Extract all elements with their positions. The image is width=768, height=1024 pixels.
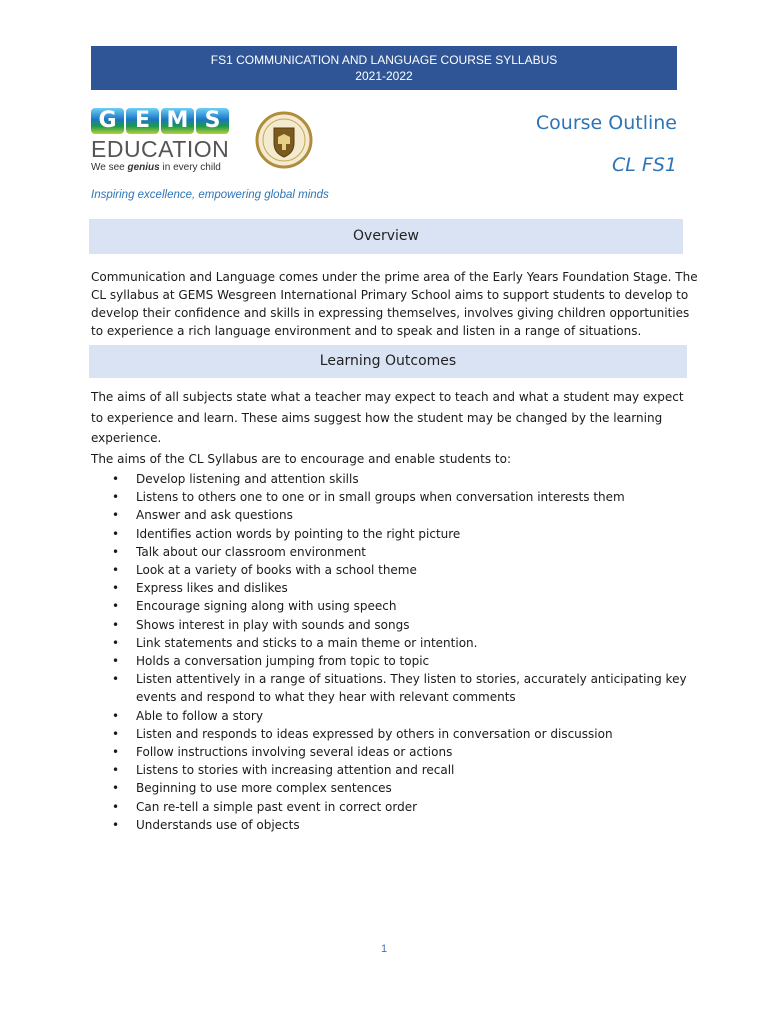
bullet-icon: •: [112, 508, 120, 523]
aim-text: Link statements and sticks to a main theme or intention.: [136, 635, 478, 650]
course-code: CL FS1: [612, 154, 677, 176]
aim-list-item: [91, 652, 691, 670]
aim-text: Listens to others one to one or in small groups when conversation interests them: [136, 490, 625, 505]
aim-text: events and respond to what they hear with relevant comments: [136, 690, 516, 705]
header-year: 2021-2022: [355, 69, 413, 83]
gems-letter: M: [161, 108, 194, 134]
overview-line: CL syllabus at GEMS Wesgreen International Primary School aims to support students to develop to: [91, 288, 689, 302]
education-wordmark: EDUCATION: [91, 136, 230, 162]
aim-text: Listen attentively in a range of situations. They listen to stories, accurately anticipating key: [136, 672, 687, 687]
aim-text: Listen and responds to ideas expressed by others in conversation or discussion: [136, 726, 613, 741]
aim-text: Talk about our classroom environment: [136, 544, 366, 559]
aim-list-item: [91, 470, 691, 488]
aim-text: Follow instructions involving several ideas or actions: [136, 745, 453, 760]
aim-list-item: [91, 561, 691, 579]
aim-list-item: [91, 597, 691, 615]
bullet-icon: •: [112, 781, 120, 796]
aim-list-item: [91, 816, 691, 834]
aim-list-item: [91, 634, 691, 652]
gems-letter: E: [126, 108, 159, 134]
bullet-icon: •: [112, 563, 120, 578]
bullet-icon: •: [112, 472, 120, 486]
bullet-icon: •: [112, 490, 120, 505]
aim-text: Listens to stories with increasing attention and recall: [136, 763, 455, 778]
aim-list-item: [91, 670, 691, 706]
aims-intro-line: experience.: [91, 431, 162, 445]
aims-lead-sentence: The aims of the CL Syllabus are to encourage and enable students to:: [91, 452, 511, 466]
header-title: FS1 COMMUNICATION AND LANGUAGE COURSE SYLLABUS: [210, 53, 558, 67]
aim-text: Answer and ask questions: [136, 508, 293, 523]
gems-letter: S: [196, 108, 229, 134]
aim-text: Beginning to use more complex sentences: [136, 781, 392, 796]
bullet-icon: •: [112, 581, 120, 596]
bullet-icon: •: [112, 817, 120, 832]
aim-list-item: [91, 616, 691, 634]
school-motto: Inspiring excellence, empowering global minds: [91, 189, 329, 201]
syllabus-header-banner: [91, 46, 677, 90]
learning-outcomes-heading: Learning Outcomes: [89, 345, 687, 378]
aim-list-item: [91, 488, 691, 506]
gems-wordmark: [91, 108, 241, 134]
aim-text: Holds a conversation jumping from topic to topic: [136, 654, 430, 669]
aim-text: Express likes and dislikes: [136, 581, 288, 596]
school-crest-icon: [255, 110, 313, 170]
aims-intro-line: to experience and learn. These aims suggest how the student may be changed by the learning: [91, 410, 663, 425]
aim-text: Can re-tell a simple past event in correct order: [136, 799, 418, 814]
aim-list-item: [91, 707, 691, 725]
overview-line: to experience a rich language environment and to speak and listen in a range of situations.: [91, 324, 642, 338]
bullet-icon: •: [112, 672, 120, 687]
aims-intro-line: The aims of all subjects state what a teacher may expect to teach and what a student may expect: [91, 390, 684, 404]
bullet-icon: •: [112, 617, 120, 632]
aim-list-item: [91, 543, 691, 561]
course-outline-heading: Course Outline: [535, 112, 677, 134]
logo-tagline: We see genius in every child: [91, 162, 221, 173]
aim-list-item: [91, 525, 691, 543]
overview-line: develop their confidence and skills in expressing themselves, involves giving children opportunities: [91, 306, 690, 320]
gems-education-logo: [91, 108, 241, 178]
gems-letter: G: [91, 108, 124, 134]
aim-list-item: [91, 743, 691, 761]
bullet-icon: •: [112, 526, 120, 541]
aim-list-item: [91, 761, 691, 779]
aim-text: Identifies action words by pointing to the right picture: [136, 526, 461, 541]
overview-heading: Overview: [89, 219, 683, 254]
bullet-icon: •: [112, 708, 120, 723]
aim-text: Encourage signing along with using speech: [136, 599, 397, 614]
bullet-icon: •: [112, 763, 120, 778]
bullet-icon: •: [112, 654, 120, 669]
bullet-icon: •: [112, 799, 120, 814]
overview-paragraph: [91, 268, 698, 340]
aim-list-item: [91, 779, 691, 797]
aim-list-item: [91, 506, 691, 524]
overview-line: Communication and Language comes under the prime area of the Early Years Foundation Stage. The: [91, 270, 698, 284]
aim-text: Look at a variety of books with a school theme: [136, 563, 417, 578]
bullet-icon: •: [112, 544, 120, 559]
aim-text: Shows interest in play with sounds and songs: [136, 617, 410, 632]
bullet-icon: •: [112, 745, 120, 760]
page-number: 1: [380, 943, 388, 955]
aim-text: Develop listening and attention skills: [136, 472, 359, 486]
aim-list-item: [91, 725, 691, 743]
aim-text: Able to follow a story: [136, 708, 263, 723]
bullet-icon: •: [112, 635, 120, 650]
aim-list-item: [91, 798, 691, 816]
aim-text: Understands use of objects: [136, 817, 300, 832]
aim-list-item: [91, 579, 691, 597]
aims-list: [91, 470, 691, 834]
bullet-icon: •: [112, 726, 120, 741]
bullet-icon: •: [112, 599, 120, 614]
aims-intro-paragraph: [91, 387, 684, 449]
